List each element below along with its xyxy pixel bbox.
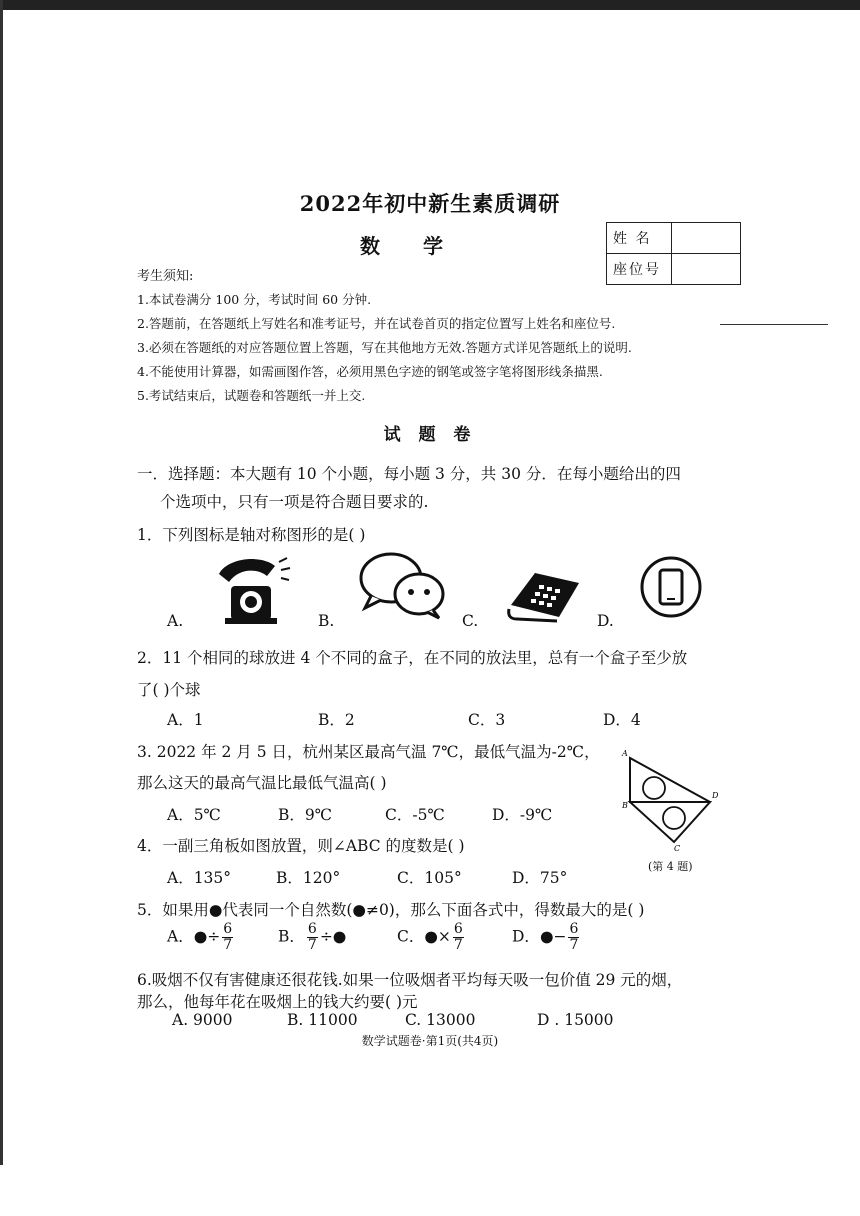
paper-title: 试 题 卷	[383, 425, 477, 445]
option: D．-9℃	[492, 806, 553, 824]
figure-label: D	[712, 791, 719, 800]
fraction	[222, 922, 233, 953]
scan-border-top	[0, 0, 860, 10]
desk-phone-icon	[505, 565, 583, 623]
info-label: 座位号	[607, 254, 672, 285]
notice-item: 5.考试结束后，试题卷和答题纸一并上交.	[137, 388, 366, 403]
numerator: 6	[307, 921, 317, 937]
option: A. 9000	[172, 1011, 233, 1029]
question-3-stem: 3. 2022 年 2 月 5 日，杭州某区最高气温 7℃，最低气温为-2℃，	[137, 743, 600, 761]
denominator: 7	[223, 937, 233, 953]
numerator: 6	[223, 921, 233, 937]
option-expression	[167, 922, 235, 953]
option-letter: B．	[278, 927, 305, 946]
figure-label: A	[622, 749, 628, 758]
mobile-phone-icon	[637, 556, 705, 618]
figure-label: B	[622, 801, 628, 810]
question-3-stem-cont: 那么这天的最高气温比最低气温高( )	[137, 774, 387, 792]
denominator: 7	[307, 937, 317, 953]
option-letter: C．	[397, 927, 425, 946]
option: C．3	[468, 711, 506, 729]
numerator: 6	[453, 921, 463, 937]
figure-caption: (第 4 题)	[648, 860, 693, 873]
info-row-name	[607, 223, 741, 254]
notice-item: 4.不能使用计算器，如需画图作答，必须用黑色字迹的钢笔或签字笔将图形线条描黑.	[137, 364, 603, 379]
option: A．5℃	[167, 806, 221, 824]
info-row-seat	[607, 254, 741, 285]
triangle-set-figure	[622, 749, 722, 853]
option-letter: A.	[167, 612, 184, 630]
info-value-field[interactable]	[672, 223, 741, 254]
expr-pre: ●×	[424, 927, 451, 946]
section-heading-cont: 个选项中，只有一项是符合题目要求的.	[160, 493, 429, 511]
option: C．-5℃	[385, 806, 445, 824]
page-footer: 数学试题卷·第1页(共4页)	[361, 1034, 499, 1048]
option: B．120°	[276, 869, 341, 887]
exam-title: 2022年初中新生素质调研	[299, 191, 561, 216]
option: A．135°	[167, 869, 232, 887]
fraction	[307, 922, 318, 953]
numerator: 6	[569, 921, 579, 937]
info-value-field[interactable]	[672, 254, 741, 285]
notice-item: 2.答题前，在答题纸上写姓名和准考证号，并在试卷首页的指定位置写上姓名和座位号.	[137, 316, 616, 331]
option: D．75°	[512, 869, 568, 887]
option: B．2	[318, 711, 355, 729]
option: A．1	[167, 711, 204, 729]
option: C．105°	[397, 869, 462, 887]
fraction	[453, 922, 464, 953]
option-letter: D.	[597, 612, 614, 630]
expr-pre: ●÷	[193, 927, 221, 946]
option: C. 13000	[405, 1011, 476, 1029]
fraction	[568, 922, 579, 953]
question-4-stem: 4．一副三角板如图放置，则∠ABC 的度数是( )	[137, 837, 465, 855]
scan-border-left	[0, 0, 3, 1165]
denominator: 7	[453, 937, 463, 953]
handwritten-line	[720, 324, 828, 325]
question-6-stem-cont: 那么，他每年花在吸烟上的钱大约要( )元	[137, 993, 418, 1011]
option-expression	[512, 922, 581, 953]
telephone-icon	[205, 552, 295, 626]
expr-post: ÷●	[319, 927, 347, 946]
option-letter: D．	[512, 927, 540, 946]
notice-item: 3.必须在答题纸的对应答题位置上答题，写在其他地方无效.答题方式详见答题纸上的说明.	[137, 340, 632, 355]
question-2-stem: 2．11 个相同的球放进 4 个不同的盒子，在不同的放法里，总有一个盒子至少放	[137, 649, 688, 667]
option-letter: C.	[462, 612, 479, 630]
subject-title: 数 学	[360, 234, 461, 258]
figure-label: C	[674, 844, 681, 853]
question-6-stem: 6.吸烟不仅有害健康还很花钱.如果一位吸烟者平均每天吸一包价值 29 元的烟，	[137, 971, 683, 989]
option-expression	[278, 922, 346, 953]
section-heading: 一．选择题：本大题有 10 个小题，每小题 3 分，共 30 分．在每小题给出的四	[137, 465, 681, 483]
option-letter: A．	[167, 927, 194, 946]
option: B. 11000	[287, 1011, 358, 1029]
notice-heading: 考生须知:	[137, 269, 194, 284]
option-expression	[397, 922, 466, 953]
option: D．4	[603, 711, 641, 729]
option-letter: B.	[318, 612, 335, 630]
option: B．9℃	[278, 806, 333, 824]
info-label: 姓 名	[607, 223, 672, 254]
option: D . 15000	[537, 1011, 614, 1029]
question-5-stem: 5．如果用●代表同一个自然数(●≠0)，那么下面各式中，得数最大的是( )	[137, 901, 645, 919]
info-table	[606, 222, 741, 285]
wechat-icon	[357, 552, 449, 620]
denominator: 7	[569, 937, 579, 953]
notice-item: 1.本试卷满分 100 分，考试时间 60 分钟.	[137, 292, 372, 307]
question-2-stem-cont: 了( )个球	[137, 681, 201, 699]
question-1-stem: 1．下列图标是轴对称图形的是( )	[137, 526, 366, 544]
expr-pre: ●−	[539, 927, 567, 946]
